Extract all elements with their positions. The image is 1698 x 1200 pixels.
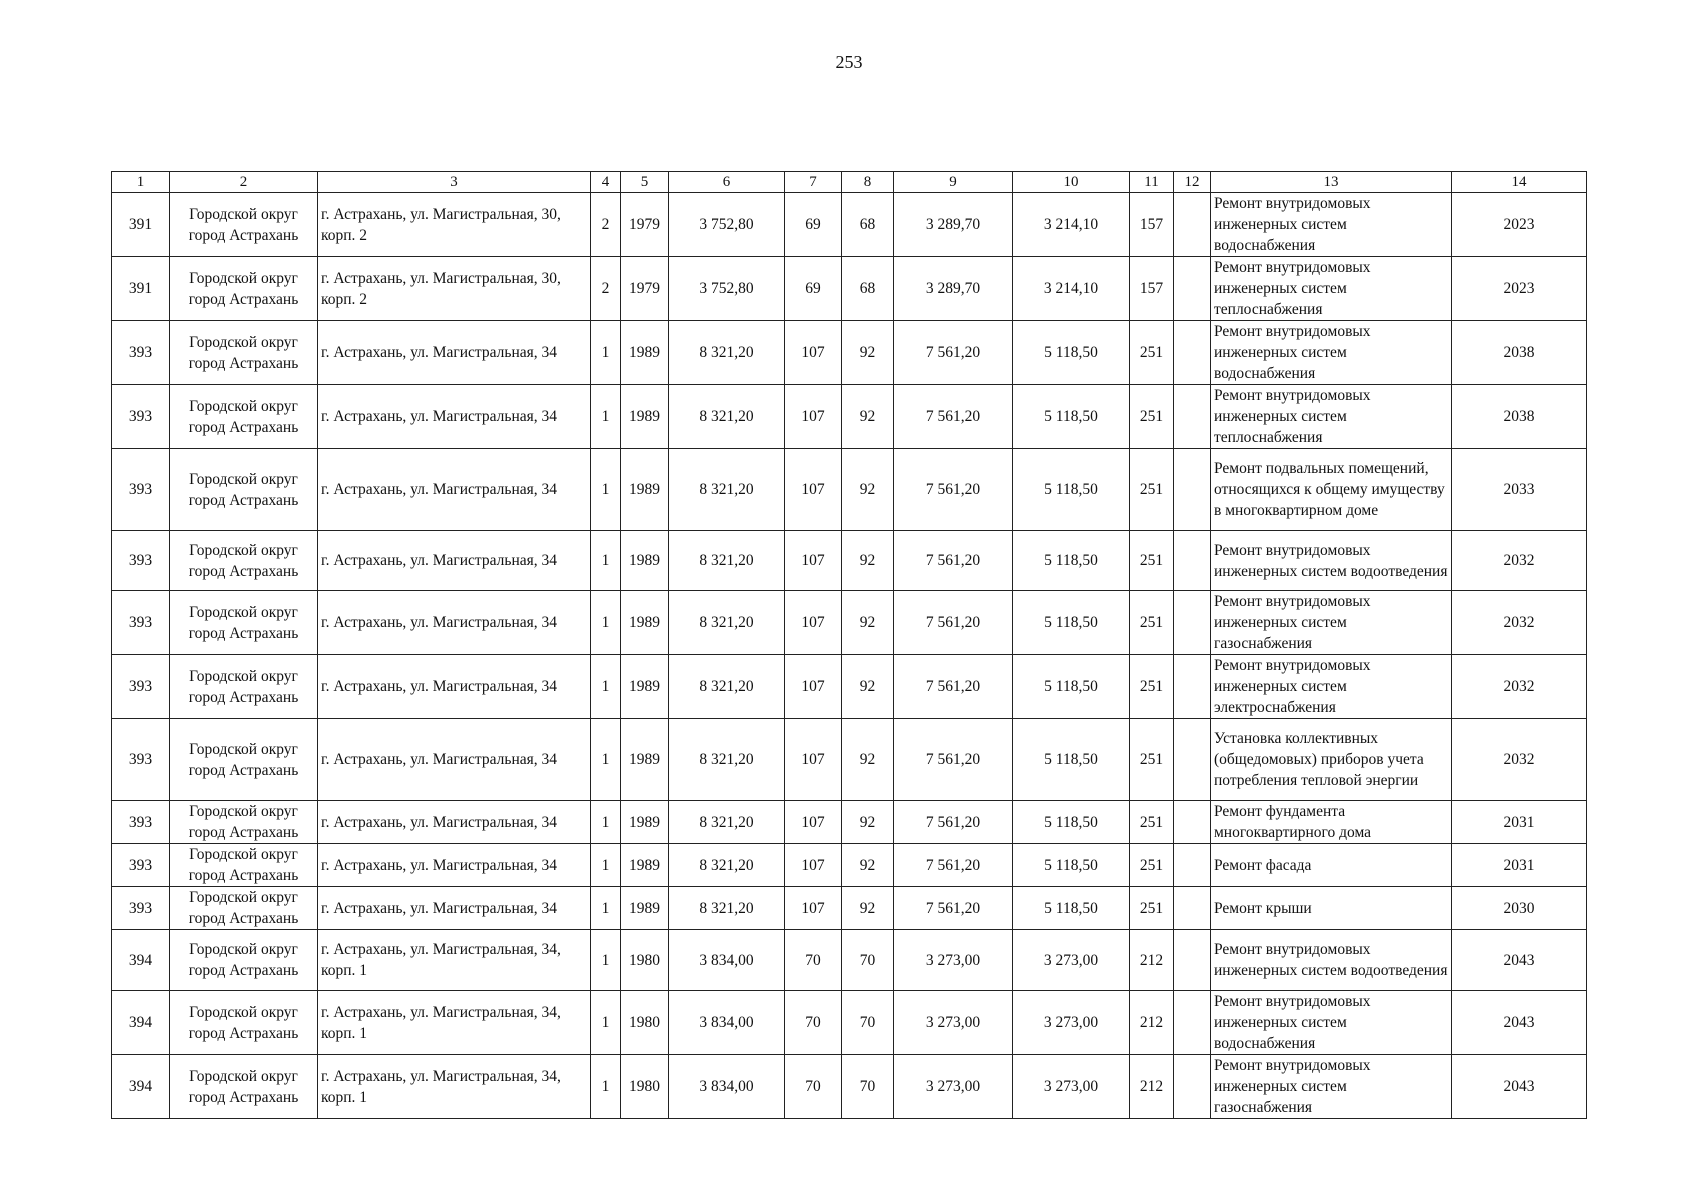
cell-col-9: 3 273,00 — [894, 1055, 1013, 1119]
municipality-cell: Городской округ город Астрахань — [170, 321, 318, 385]
built-year-cell: 1989 — [621, 321, 669, 385]
work-type-cell: Ремонт внутридомовых инженерных систем водоотведения — [1211, 531, 1452, 591]
row-number-cell: 391 — [112, 257, 170, 321]
cell-col-8: 68 — [842, 193, 894, 257]
address-cell: г. Астрахань, ул. Магистральная, 34 — [318, 591, 591, 655]
cell-col-10: 3 273,00 — [1013, 991, 1130, 1055]
planned-year-cell: 2031 — [1452, 844, 1587, 887]
cell-col-9: 3 273,00 — [894, 991, 1013, 1055]
work-type-cell: Ремонт внутридомовых инженерных систем электроснабжения — [1211, 655, 1452, 719]
municipality-cell: Городской округ город Астрахань — [170, 193, 318, 257]
table-row — [112, 257, 1587, 321]
row-number-cell: 394 — [112, 991, 170, 1055]
cell-col-11: 251 — [1130, 321, 1174, 385]
table-row — [112, 655, 1587, 719]
cell-col-10: 3 214,10 — [1013, 257, 1130, 321]
cell-col-12 — [1174, 991, 1211, 1055]
cell-col-11: 251 — [1130, 449, 1174, 531]
planned-year-cell: 2032 — [1452, 591, 1587, 655]
cell-col-8: 70 — [842, 1055, 894, 1119]
work-type-cell: Ремонт фасада — [1211, 844, 1452, 887]
column-header: 7 — [785, 172, 842, 193]
municipality-cell: Городской округ город Астрахань — [170, 257, 318, 321]
cell-col-12 — [1174, 930, 1211, 991]
cell-col-9: 7 561,20 — [894, 321, 1013, 385]
cell-col-9: 7 561,20 — [894, 844, 1013, 887]
work-type-cell: Ремонт внутридомовых инженерных систем водоснабжения — [1211, 991, 1452, 1055]
planned-year-cell: 2030 — [1452, 887, 1587, 930]
column-header: 13 — [1211, 172, 1452, 193]
cell-col-7: 107 — [785, 591, 842, 655]
built-year-cell: 1989 — [621, 655, 669, 719]
table-row — [112, 1055, 1587, 1119]
planned-year-cell: 2032 — [1452, 655, 1587, 719]
work-type-cell: Ремонт крыши — [1211, 887, 1452, 930]
cell-col-6: 3 752,80 — [669, 257, 785, 321]
cell-col-11: 251 — [1130, 801, 1174, 844]
table-row — [112, 193, 1587, 257]
planned-year-cell: 2031 — [1452, 801, 1587, 844]
municipality-cell: Городской округ город Астрахань — [170, 844, 318, 887]
municipality-cell: Городской округ город Астрахань — [170, 385, 318, 449]
address-cell: г. Астрахань, ул. Магистральная, 34, корп. 1 — [318, 991, 591, 1055]
cell-col-9: 7 561,20 — [894, 801, 1013, 844]
cell-col-11: 212 — [1130, 1055, 1174, 1119]
cell-col-4: 1 — [591, 844, 621, 887]
row-number-cell: 393 — [112, 321, 170, 385]
planned-year-cell: 2038 — [1452, 385, 1587, 449]
table-row — [112, 385, 1587, 449]
planned-year-cell: 2043 — [1452, 1055, 1587, 1119]
column-header: 1 — [112, 172, 170, 193]
built-year-cell: 1989 — [621, 844, 669, 887]
municipality-cell: Городской округ город Астрахань — [170, 591, 318, 655]
cell-col-7: 70 — [785, 930, 842, 991]
row-number-cell: 393 — [112, 385, 170, 449]
cell-col-12 — [1174, 257, 1211, 321]
column-header: 2 — [170, 172, 318, 193]
municipality-cell: Городской округ город Астрахань — [170, 887, 318, 930]
cell-col-12 — [1174, 844, 1211, 887]
table-row — [112, 887, 1587, 930]
cell-col-8: 68 — [842, 257, 894, 321]
cell-col-4: 1 — [591, 887, 621, 930]
cell-col-11: 157 — [1130, 193, 1174, 257]
column-header: 12 — [1174, 172, 1211, 193]
column-header: 10 — [1013, 172, 1130, 193]
built-year-cell: 1979 — [621, 257, 669, 321]
work-type-cell: Ремонт внутридомовых инженерных систем водоснабжения — [1211, 193, 1452, 257]
cell-col-12 — [1174, 719, 1211, 801]
column-header: 5 — [621, 172, 669, 193]
cell-col-6: 8 321,20 — [669, 531, 785, 591]
cell-col-4: 2 — [591, 193, 621, 257]
cell-col-8: 92 — [842, 844, 894, 887]
cell-col-4: 1 — [591, 930, 621, 991]
cell-col-6: 8 321,20 — [669, 844, 785, 887]
table-row — [112, 844, 1587, 887]
row-number-cell: 391 — [112, 193, 170, 257]
cell-col-4: 1 — [591, 719, 621, 801]
cell-col-11: 251 — [1130, 844, 1174, 887]
cell-col-8: 92 — [842, 385, 894, 449]
cell-col-11: 251 — [1130, 591, 1174, 655]
column-header: 6 — [669, 172, 785, 193]
built-year-cell: 1989 — [621, 801, 669, 844]
cell-col-7: 69 — [785, 193, 842, 257]
cell-col-6: 8 321,20 — [669, 719, 785, 801]
address-cell: г. Астрахань, ул. Магистральная, 34 — [318, 385, 591, 449]
cell-col-4: 1 — [591, 449, 621, 531]
built-year-cell: 1980 — [621, 930, 669, 991]
row-number-cell: 393 — [112, 887, 170, 930]
municipality-cell: Городской округ город Астрахань — [170, 655, 318, 719]
table-row — [112, 449, 1587, 531]
table-body — [112, 193, 1587, 1119]
built-year-cell: 1979 — [621, 193, 669, 257]
address-cell: г. Астрахань, ул. Магистральная, 30, корп. 2 — [318, 193, 591, 257]
table-row — [112, 321, 1587, 385]
cell-col-7: 107 — [785, 887, 842, 930]
table-row — [112, 801, 1587, 844]
row-number-cell: 394 — [112, 930, 170, 991]
column-header: 3 — [318, 172, 591, 193]
cell-col-6: 8 321,20 — [669, 887, 785, 930]
cell-col-7: 107 — [785, 844, 842, 887]
municipality-cell: Городской округ город Астрахань — [170, 531, 318, 591]
built-year-cell: 1989 — [621, 449, 669, 531]
row-number-cell: 393 — [112, 449, 170, 531]
capital-repair-table — [111, 171, 1587, 1119]
cell-col-10: 5 118,50 — [1013, 531, 1130, 591]
cell-col-4: 1 — [591, 591, 621, 655]
cell-col-10: 3 214,10 — [1013, 193, 1130, 257]
table-row — [112, 930, 1587, 991]
page-number: 253 — [835, 52, 863, 72]
cell-col-12 — [1174, 193, 1211, 257]
built-year-cell: 1989 — [621, 719, 669, 801]
cell-col-4: 1 — [591, 1055, 621, 1119]
cell-col-8: 92 — [842, 321, 894, 385]
cell-col-10: 5 118,50 — [1013, 844, 1130, 887]
cell-col-12 — [1174, 449, 1211, 531]
work-type-cell: Ремонт внутридомовых инженерных систем газоснабжения — [1211, 1055, 1452, 1119]
cell-col-8: 70 — [842, 991, 894, 1055]
cell-col-10: 5 118,50 — [1013, 591, 1130, 655]
cell-col-8: 92 — [842, 655, 894, 719]
address-cell: г. Астрахань, ул. Магистральная, 34 — [318, 449, 591, 531]
cell-col-9: 3 289,70 — [894, 193, 1013, 257]
column-header: 11 — [1130, 172, 1174, 193]
address-cell: г. Астрахань, ул. Магистральная, 34 — [318, 531, 591, 591]
built-year-cell: 1989 — [621, 531, 669, 591]
cell-col-9: 7 561,20 — [894, 531, 1013, 591]
cell-col-6: 8 321,20 — [669, 591, 785, 655]
address-cell: г. Астрахань, ул. Магистральная, 34, корп. 1 — [318, 930, 591, 991]
address-cell: г. Астрахань, ул. Магистральная, 34 — [318, 887, 591, 930]
cell-col-6: 3 834,00 — [669, 930, 785, 991]
planned-year-cell: 2023 — [1452, 193, 1587, 257]
built-year-cell: 1980 — [621, 991, 669, 1055]
cell-col-11: 212 — [1130, 991, 1174, 1055]
municipality-cell: Городской округ город Астрахань — [170, 449, 318, 531]
planned-year-cell: 2023 — [1452, 257, 1587, 321]
municipality-cell: Городской округ город Астрахань — [170, 801, 318, 844]
work-type-cell: Ремонт внутридомовых инженерных систем газоснабжения — [1211, 591, 1452, 655]
table-row — [112, 591, 1587, 655]
table-row — [112, 719, 1587, 801]
address-cell: г. Астрахань, ул. Магистральная, 34 — [318, 844, 591, 887]
cell-col-6: 3 752,80 — [669, 193, 785, 257]
work-type-cell: Ремонт внутридомовых инженерных систем теплоснабжения — [1211, 257, 1452, 321]
cell-col-9: 7 561,20 — [894, 591, 1013, 655]
address-cell: г. Астрахань, ул. Магистральная, 34 — [318, 321, 591, 385]
cell-col-11: 251 — [1130, 655, 1174, 719]
planned-year-cell: 2033 — [1452, 449, 1587, 531]
cell-col-10: 5 118,50 — [1013, 321, 1130, 385]
work-type-cell: Ремонт внутридомовых инженерных систем водоснабжения — [1211, 321, 1452, 385]
column-number-header-row — [112, 172, 1587, 193]
column-header: 8 — [842, 172, 894, 193]
built-year-cell: 1989 — [621, 887, 669, 930]
cell-col-8: 92 — [842, 531, 894, 591]
cell-col-4: 1 — [591, 385, 621, 449]
row-number-cell: 393 — [112, 801, 170, 844]
cell-col-12 — [1174, 801, 1211, 844]
municipality-cell: Городской округ город Астрахань — [170, 991, 318, 1055]
address-cell: г. Астрахань, ул. Магистральная, 34 — [318, 719, 591, 801]
cell-col-10: 5 118,50 — [1013, 449, 1130, 531]
cell-col-4: 1 — [591, 321, 621, 385]
work-type-cell: Установка коллективных (общедомовых) приборов учета потребления тепловой энергии — [1211, 719, 1452, 801]
cell-col-10: 5 118,50 — [1013, 719, 1130, 801]
cell-col-10: 5 118,50 — [1013, 801, 1130, 844]
cell-col-8: 92 — [842, 801, 894, 844]
column-header: 4 — [591, 172, 621, 193]
cell-col-6: 3 834,00 — [669, 991, 785, 1055]
cell-col-7: 107 — [785, 801, 842, 844]
cell-col-6: 8 321,20 — [669, 385, 785, 449]
cell-col-4: 2 — [591, 257, 621, 321]
planned-year-cell: 2038 — [1452, 321, 1587, 385]
row-number-cell: 393 — [112, 591, 170, 655]
cell-col-8: 92 — [842, 449, 894, 531]
planned-year-cell: 2032 — [1452, 719, 1587, 801]
cell-col-4: 1 — [591, 801, 621, 844]
cell-col-8: 92 — [842, 719, 894, 801]
planned-year-cell: 2043 — [1452, 930, 1587, 991]
cell-col-9: 7 561,20 — [894, 385, 1013, 449]
municipality-cell: Городской округ город Астрахань — [170, 719, 318, 801]
table-row — [112, 531, 1587, 591]
row-number-cell: 394 — [112, 1055, 170, 1119]
cell-col-9: 7 561,20 — [894, 655, 1013, 719]
address-cell: г. Астрахань, ул. Магистральная, 34 — [318, 655, 591, 719]
row-number-cell: 393 — [112, 844, 170, 887]
built-year-cell: 1989 — [621, 591, 669, 655]
built-year-cell: 1980 — [621, 1055, 669, 1119]
municipality-cell: Городской округ город Астрахань — [170, 1055, 318, 1119]
row-number-cell: 393 — [112, 719, 170, 801]
work-type-cell: Ремонт подвальных помещений, относящихся к общему имуществу в многоквартирном доме — [1211, 449, 1452, 531]
cell-col-9: 7 561,20 — [894, 887, 1013, 930]
cell-col-7: 70 — [785, 1055, 842, 1119]
cell-col-10: 5 118,50 — [1013, 385, 1130, 449]
planned-year-cell: 2032 — [1452, 531, 1587, 591]
cell-col-8: 92 — [842, 887, 894, 930]
built-year-cell: 1989 — [621, 385, 669, 449]
cell-col-4: 1 — [591, 531, 621, 591]
table-row — [112, 991, 1587, 1055]
cell-col-12 — [1174, 531, 1211, 591]
municipality-cell: Городской округ город Астрахань — [170, 930, 318, 991]
work-type-cell: Ремонт внутридомовых инженерных систем теплоснабжения — [1211, 385, 1452, 449]
cell-col-8: 92 — [842, 591, 894, 655]
cell-col-10: 3 273,00 — [1013, 1055, 1130, 1119]
cell-col-12 — [1174, 887, 1211, 930]
address-cell: г. Астрахань, ул. Магистральная, 34 — [318, 801, 591, 844]
column-header: 9 — [894, 172, 1013, 193]
cell-col-11: 251 — [1130, 385, 1174, 449]
cell-col-6: 3 834,00 — [669, 1055, 785, 1119]
cell-col-12 — [1174, 321, 1211, 385]
row-number-cell: 393 — [112, 531, 170, 591]
cell-col-8: 70 — [842, 930, 894, 991]
cell-col-11: 251 — [1130, 531, 1174, 591]
cell-col-10: 5 118,50 — [1013, 887, 1130, 930]
cell-col-7: 107 — [785, 531, 842, 591]
cell-col-7: 107 — [785, 719, 842, 801]
cell-col-10: 3 273,00 — [1013, 930, 1130, 991]
work-type-cell: Ремонт фундамента многоквартирного дома — [1211, 801, 1452, 844]
cell-col-12 — [1174, 385, 1211, 449]
cell-col-7: 107 — [785, 385, 842, 449]
cell-col-6: 8 321,20 — [669, 449, 785, 531]
cell-col-6: 8 321,20 — [669, 655, 785, 719]
cell-col-6: 8 321,20 — [669, 801, 785, 844]
cell-col-4: 1 — [591, 991, 621, 1055]
planned-year-cell: 2043 — [1452, 991, 1587, 1055]
cell-col-11: 251 — [1130, 719, 1174, 801]
cell-col-7: 69 — [785, 257, 842, 321]
cell-col-7: 70 — [785, 991, 842, 1055]
cell-col-10: 5 118,50 — [1013, 655, 1130, 719]
work-type-cell: Ремонт внутридомовых инженерных систем водоотведения — [1211, 930, 1452, 991]
cell-col-12 — [1174, 591, 1211, 655]
row-number-cell: 393 — [112, 655, 170, 719]
cell-col-12 — [1174, 655, 1211, 719]
cell-col-11: 157 — [1130, 257, 1174, 321]
address-cell: г. Астрахань, ул. Магистральная, 34, корп. 1 — [318, 1055, 591, 1119]
cell-col-7: 107 — [785, 321, 842, 385]
cell-col-7: 107 — [785, 655, 842, 719]
cell-col-12 — [1174, 1055, 1211, 1119]
cell-col-9: 7 561,20 — [894, 719, 1013, 801]
cell-col-6: 8 321,20 — [669, 321, 785, 385]
cell-col-9: 3 273,00 — [894, 930, 1013, 991]
cell-col-9: 7 561,20 — [894, 449, 1013, 531]
address-cell: г. Астрахань, ул. Магистральная, 30, корп. 2 — [318, 257, 591, 321]
cell-col-11: 212 — [1130, 930, 1174, 991]
cell-col-7: 107 — [785, 449, 842, 531]
cell-col-4: 1 — [591, 655, 621, 719]
cell-col-9: 3 289,70 — [894, 257, 1013, 321]
column-header: 14 — [1452, 172, 1587, 193]
cell-col-11: 251 — [1130, 887, 1174, 930]
